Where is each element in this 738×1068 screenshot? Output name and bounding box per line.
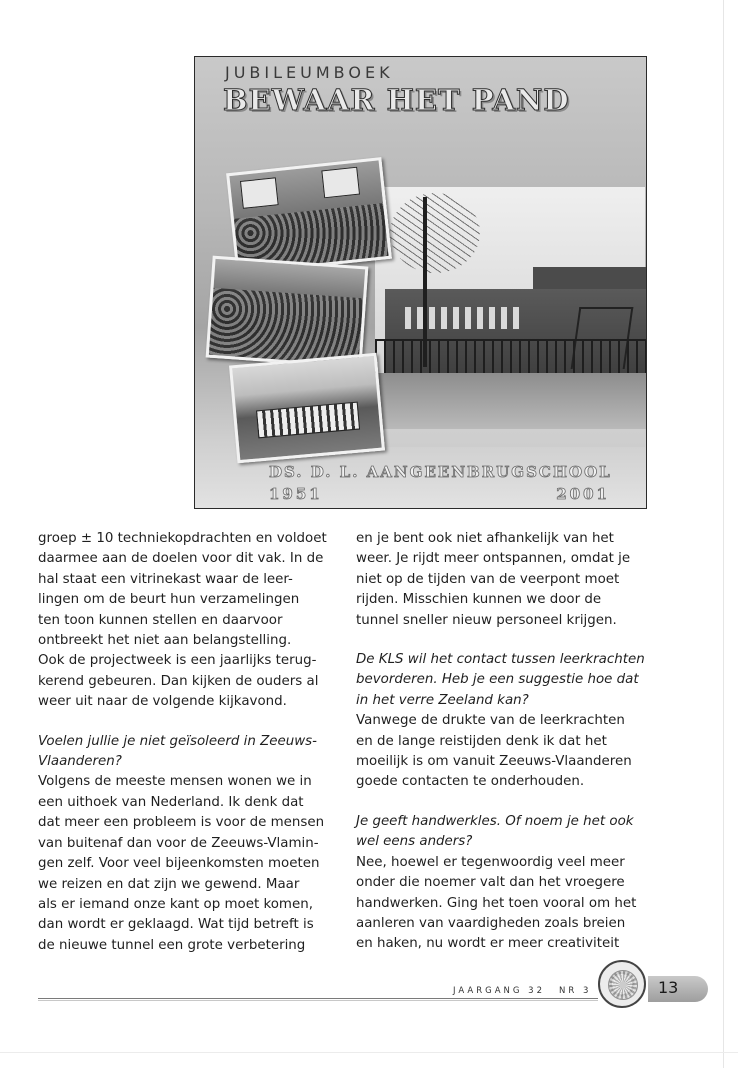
interview-question: De KLS wil het contact tussen leerkrachten [356, 652, 645, 668]
text-line: Nee, hoewel er tegenwoordig veel meer [356, 854, 625, 870]
cover-image [194, 56, 647, 509]
text-line: weer uit naar de volgende kijkavond. [38, 694, 287, 710]
text-line: Volgens de meeste mensen wonen we in [38, 774, 312, 790]
interview-block [356, 812, 656, 955]
cover-photo-class-2 [206, 256, 369, 369]
text-line: en de lange reistijden denk ik dat het [356, 733, 607, 749]
interview-block [38, 732, 338, 956]
text-line: we reizen en dat zijn we gewend. Maar [38, 876, 300, 892]
paragraph [356, 529, 656, 631]
interview-question: Voelen jullie je niet geïsoleerd in Zeeuws- [38, 733, 317, 749]
text-line: kerend gebeuren. Dan kijken de ouders al [38, 673, 319, 689]
text-line: rijden. Misschien kunnen we door de [356, 592, 602, 608]
text-line: Vanwege de drukte van de leerkrachten [356, 713, 625, 729]
cover-title: BEWAAR HET PAND [223, 83, 570, 117]
text-line: Ook de projectweek is een jaarlijks terug- [38, 653, 317, 669]
text-line: handwerken. Ging het toen vooral om het [356, 895, 637, 911]
photo-window [240, 177, 279, 209]
seal-icon [598, 960, 646, 1008]
text-line: hal staat een vitrinekast waar de leer- [38, 571, 293, 587]
article-column-right [356, 529, 656, 974]
article-column-left [38, 529, 338, 975]
cover-school-name: DS. D. L. AANGEENBRUGSCHOOL [269, 463, 612, 481]
text-line: dat meer een probleem is voor de mensen [38, 815, 325, 831]
text-line: daarmee aan de doelen voor dit vak. In de [38, 551, 324, 567]
cover-photo-class-1 [226, 157, 392, 275]
text-line: aanleren van vaardigheden zoals breien [356, 915, 626, 931]
cover-year-end: 2001 [556, 485, 610, 503]
cover-photo-old-school [229, 353, 385, 464]
cover-year-start: 1951 [269, 485, 323, 503]
interview-block [356, 650, 656, 793]
text-line: tunnel sneller nieuw personeel krijgen. [356, 612, 617, 628]
text-line: een uithoek van Nederland. Ik denk dat [38, 794, 304, 810]
cover-fence [375, 339, 647, 375]
page-number: 13 [658, 978, 679, 997]
text-line: onder die noemer valt dan het vroegere [356, 875, 625, 891]
text-line: dan wordt er geklaagd. Wat tijd betreft is [38, 917, 314, 933]
photo-window [321, 167, 360, 199]
text-line: ten toon kunnen stellen en daarvoor [38, 612, 283, 628]
interview-question: in het verre Zeeland kan? [356, 692, 529, 708]
text-line: weer. Je rijdt meer ontspannen, omdat je [356, 551, 631, 567]
text-line: moeilijk is om vanuit Zeeuws-Vlaanderen [356, 754, 632, 770]
page-bottom-edge [0, 1052, 738, 1053]
text-line: ontbreekt het niet aan belangstelling. [38, 633, 292, 649]
cover-kicker: JUBILEUMBOEK [225, 63, 394, 82]
cover-tree-crown [390, 193, 480, 273]
text-line: gen zelf. Voor veel bijeenkomsten moeten [38, 856, 320, 872]
text-line: en je bent ook niet afhankelijk van het [356, 531, 614, 546]
footer-rule [38, 998, 598, 999]
paragraph [38, 529, 338, 713]
text-line: goede contacten te onderhouden. [356, 774, 585, 790]
interview-question: bevorderen. Heb je een suggestie hoe dat [356, 672, 639, 688]
page-edge [723, 0, 724, 1068]
text-line: van buitenaf dan voor de Zeeuws-Vlamin- [38, 835, 319, 851]
footer-volume: JAARGANG 32 [453, 986, 545, 996]
interview-question: wel eens anders? [356, 834, 473, 850]
footer-rule-shadow [38, 1000, 598, 1001]
photo-building-facade [256, 402, 360, 439]
text-line: als er iemand onze kant op moet komen, [38, 896, 313, 912]
cover-ground [365, 373, 647, 429]
text-line: en haken, nu wordt er meer creativiteit [356, 936, 620, 952]
photo-crowd [209, 288, 363, 365]
text-line: niet op de tijden van de veerpont moet [356, 571, 620, 587]
footer-issue: NR 3 [559, 986, 592, 996]
text-line: de nieuwe tunnel een grote verbetering [38, 937, 306, 953]
text-line: groep ± 10 techniekopdrachten en voldoet [38, 531, 327, 546]
text-line: lingen om de beurt hun verzamelingen [38, 592, 300, 608]
interview-question: Vlaanderen? [38, 754, 122, 770]
interview-question: Je geeft handwerkles. Of noem je het ook [356, 813, 634, 829]
